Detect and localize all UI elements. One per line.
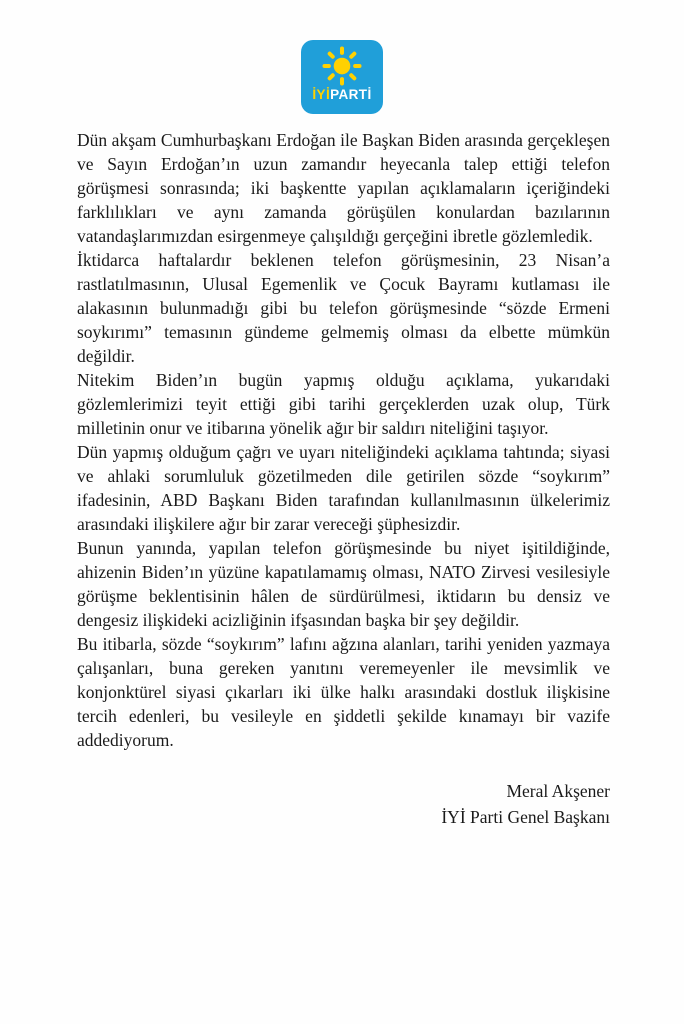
logo-container <box>0 0 684 114</box>
statement-paragraph-6: Bu itibarla, sözde “soykırım” lafını ağzına alanları, tarihi yeniden yazmaya çalışanları, buna gereken yanıtını veremeyenler ile mevsimlik ve konjonktürel siyasi çıkarları iki ülke halkı arasındaki dostluk ilişkisine tercih edenleri, bu vesileyle en şiddetli şekilde kınamayı bir vazife addediyorum. <box>77 634 610 750</box>
statement-body <box>77 128 610 830</box>
statement-paragraph-5: Bunun yanında, yapılan telefon görüşmesinde bu niyet işitildiğinde, ahizenin Biden’ın yüzüne kapatılamamış olması, NATO Zirvesi vesilesiyle görüşme beklentisinin hâlen de sürdürülmesi, iktidarın bu densiz ve dengesiz ilişkideki acizliğinin ifşasından başka bir şey değildir. <box>77 538 610 630</box>
iyi-parti-logo <box>301 40 383 114</box>
logo-text-iyi: İYİ <box>312 87 331 102</box>
sun-icon <box>320 45 364 87</box>
signature-name: Meral Akşener <box>506 781 610 801</box>
logo-wordmark <box>312 88 371 102</box>
logo-text-parti: PARTİ <box>330 87 372 102</box>
statement-paragraph-3: Nitekim Biden’ın bugün yapmış olduğu açıklama, yukarıdaki gözlemlerimizi teyit ettiği gibi tarihi gerçeklerden uzak olup, Türk milletinin onur ve itibarına yönelik ağır bir saldırı niteliğini taşıyor. <box>77 370 610 438</box>
statement-paragraph-2: İktidarca haftalardır beklenen telefon görüşmesinin, 23 Nisan’a rastlatılmasının, Ulusal Egemenlik ve Çocuk Bayramı kutlaması ile alakasının bulunmadığı gibi bu telefon görüşmesinde “sözde Ermeni soykırımı” temasının gündeme gelmemiş olması da elbette mümkün değildir. <box>77 250 610 366</box>
signature-title: İYİ Parti Genel Başkanı <box>441 807 610 827</box>
statement-paragraph-1: Dün akşam Cumhurbaşkanı Erdoğan ile Başkan Biden arasında gerçekleşen ve Sayın Erdoğan’ın uzun zamandır heyecanla talep ettiği telefon görüşmesi sonrasında; iki başkentte yapılan açıklamaların içeriğindeki farklılıkları ve aynı zamanda görüşülen konulardan bazılarının vatandaşlarımızdan esirgenmeye çalışıldığı gerçeğini ibretle gözlemledik. <box>77 130 610 246</box>
statement-paragraph-4: Dün yapmış olduğum çağrı ve uyarı niteliğindeki açıklama tahtında; siyasi ve ahlaki sorumluluk gözetilmeden dile getirilen sözde “soykırım” ifadesinin, ABD Başkanı Biden tarafından kullanılmasının ülkelerimiz arasındaki ilişkilere ağır bir zarar vereceği şüphesizdir. <box>77 442 610 534</box>
signature-block <box>77 778 610 830</box>
